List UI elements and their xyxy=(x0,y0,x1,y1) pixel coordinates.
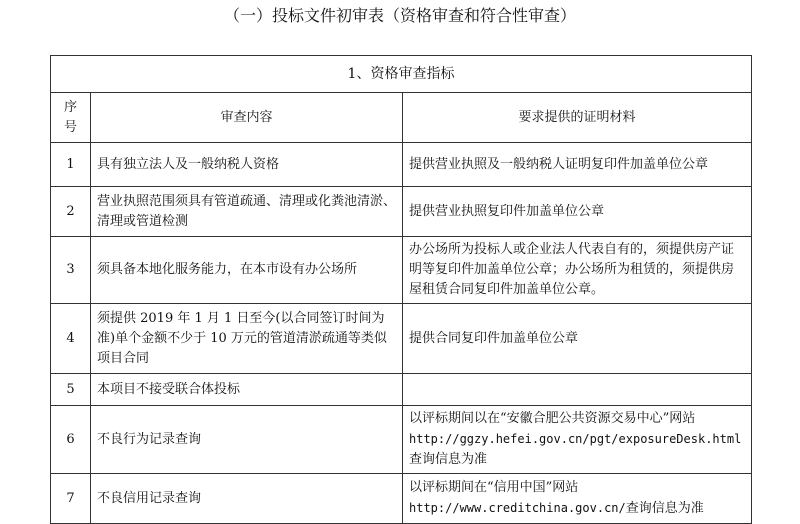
section-title: 1、资格审查指标 xyxy=(51,56,752,93)
table-row xyxy=(51,143,752,187)
material-text: 查询信息为准 xyxy=(625,501,704,516)
row-no: 1 xyxy=(51,143,91,187)
row-material xyxy=(403,406,752,474)
row-content: 须具备本地化服务能力，在本市设有办公场所 xyxy=(91,237,403,304)
row-material: 办公场所为投标人或企业法人代表自有的，须提供房产证明等复印件加盖单位公章；办公场所为租赁的，须提供房屋租赁合同复印件加盖单位公章。 xyxy=(403,237,752,304)
table-row xyxy=(51,237,752,304)
row-no: 6 xyxy=(51,406,91,474)
section-row xyxy=(51,56,752,93)
row-no: 5 xyxy=(51,374,91,406)
row-material: 提供营业执照复印件加盖单位公章 xyxy=(403,187,752,237)
header-material: 要求提供的证明材料 xyxy=(403,93,752,143)
row-material xyxy=(403,374,752,406)
row-material xyxy=(403,474,752,524)
row-content: 本项目不接受联合体投标 xyxy=(91,374,403,406)
row-content: 须提供 2019 年 1 月 1 日至今(以合同签订时间为准)单个金额不少于 10 万元的管道清淤疏通等类似项目合同 xyxy=(91,304,403,374)
row-material: 提供营业执照及一般纳税人证明复印件加盖单位公章 xyxy=(403,143,752,187)
website-url: http://ggzy.hefei.gov.cn/pgt/exposureDesk.html xyxy=(409,432,742,446)
header-row xyxy=(51,93,752,143)
header-content: 审查内容 xyxy=(91,93,403,143)
row-no: 3 xyxy=(51,237,91,304)
material-text: 以评标期间在“信用中国”网站 xyxy=(409,480,579,495)
qualification-review-table xyxy=(50,55,752,524)
material-text: 查询信息为准 xyxy=(409,452,488,467)
table-row xyxy=(51,304,752,374)
document-title: （一）投标文件初审表（资格审查和符合性审查） xyxy=(223,6,576,25)
row-no: 4 xyxy=(51,304,91,374)
table-row xyxy=(51,187,752,237)
table-row xyxy=(51,474,752,524)
row-material: 提供合同复印件加盖单位公章 xyxy=(403,304,752,374)
header-no: 序号 xyxy=(51,93,91,143)
row-content: 营业执照范围须具有管道疏通、清理或化粪池清淤、清理或管道检测 xyxy=(91,187,403,237)
row-content: 具有独立法人及一般纳税人资格 xyxy=(91,143,403,187)
row-no: 7 xyxy=(51,474,91,524)
row-content: 不良行为记录查询 xyxy=(91,406,403,474)
row-no: 2 xyxy=(51,187,91,237)
row-content: 不良信用记录查询 xyxy=(91,474,403,524)
table-row xyxy=(51,406,752,474)
table-row xyxy=(51,374,752,406)
material-text: 以评标期间以在“安徽合肥公共资源交易中心”网站 xyxy=(409,411,696,426)
website-url: http://www.creditchina.gov.cn/ xyxy=(409,501,626,515)
